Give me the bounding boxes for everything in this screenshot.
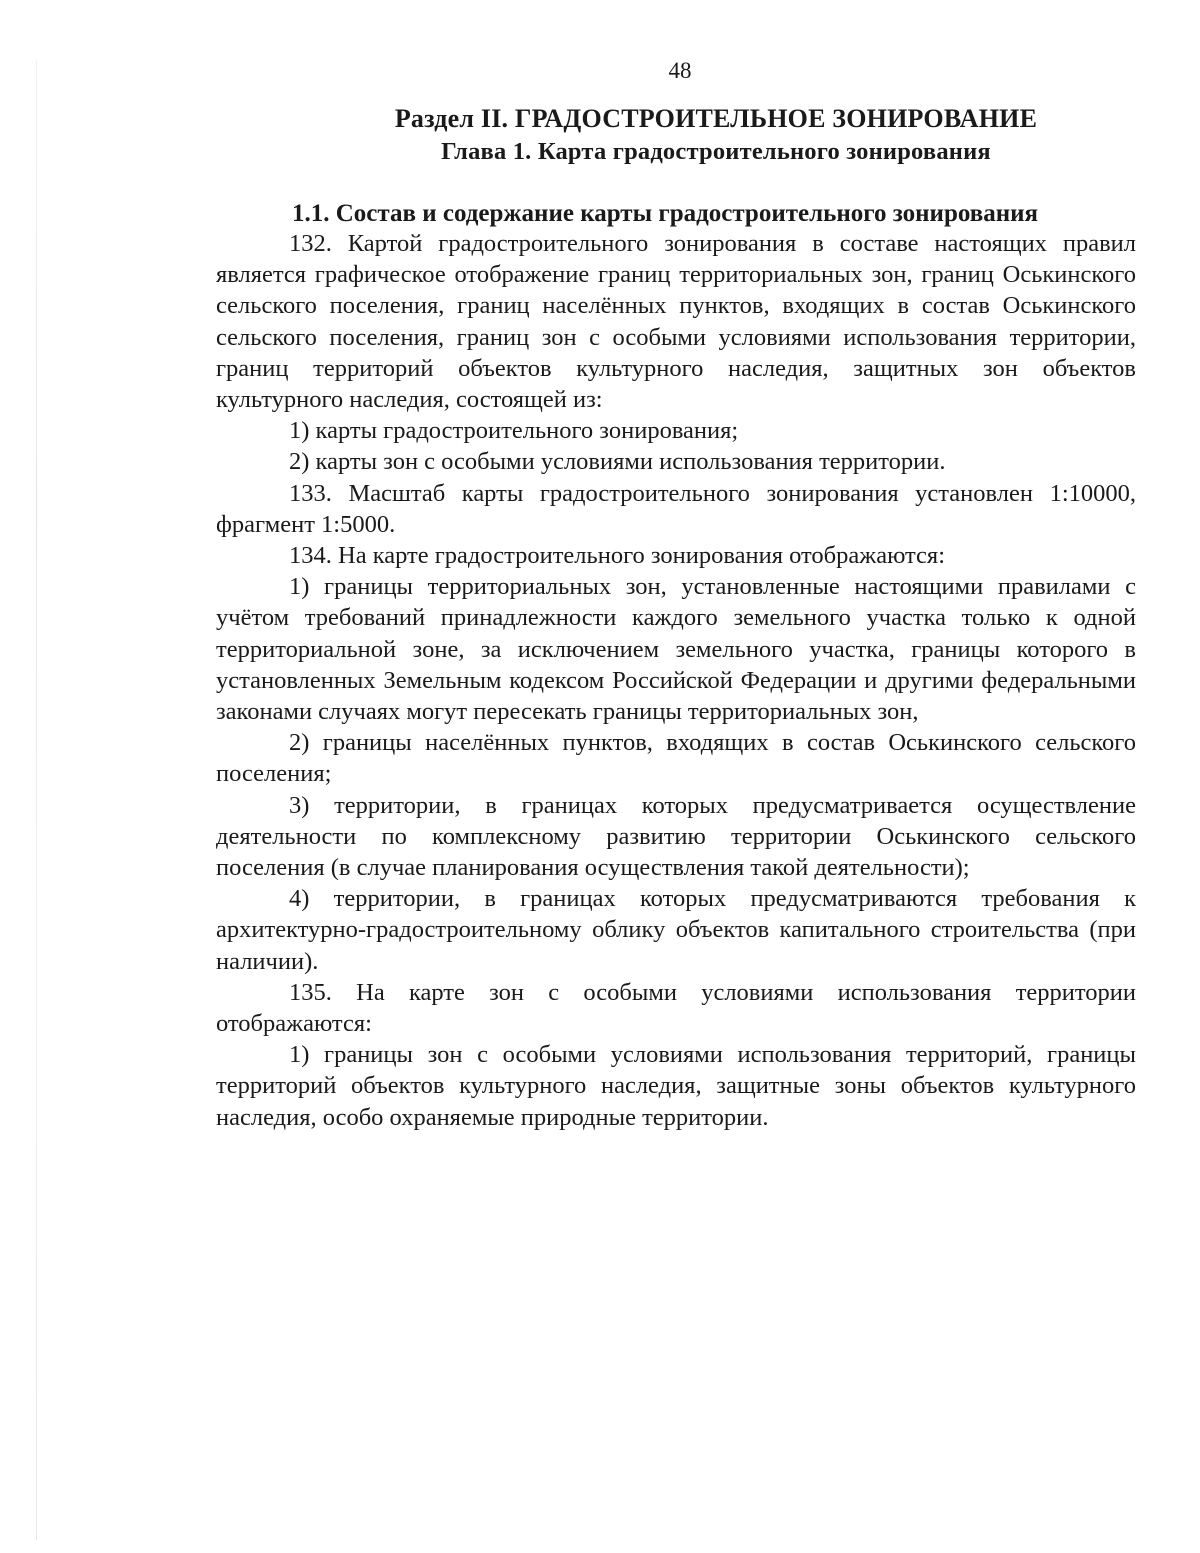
list-item-132-1: 1) карты градостроительного зонирования; — [289, 417, 739, 445]
paragraph-132: 132. Картой градостроительного зонирования в составе настоящих правил является графическое отображение границ территориальных зон, границ Оськинского сельского поселения, границ населённых пунктов, входящих в состав Оськинского сельского поселения, границ зон с особыми условиями использования территории, границ территорий объектов культурного наследия, защитных зон объектов культурного наследия, состоящей из: — [216, 230, 1136, 414]
section-title: Раздел II. ГРАДОСТРОИТЕЛЬНОЕ ЗОНИРОВАНИЕ — [394, 104, 1038, 133]
paragraph-135: 135. На карте зон с особыми условиями использования территории отображаются: — [216, 978, 1136, 1038]
subsection-title: 1.1. Состав и содержание карты градостроительного зонирования — [292, 200, 1039, 227]
scan-edge-line — [36, 60, 37, 1540]
list-item-134-3: 3) территории, в границах которых предусматривается осуществление деятельности по комплексному развитию территории Оськинского сельского поселения (в случае планирования осуществления такой деятельности); — [216, 791, 1136, 882]
list-item-134-1: 1) границы территориальных зон, установленные настоящими правилами с учётом требований принадлежности каждого земельного участка только к одной территориальной зоне, за исключением земельного участка, границы которого в установленных Земельным кодексом Российской Федерации и другими федеральными законами случаях могут пересекать границы территориальных зон, — [216, 573, 1136, 726]
paragraph-134: 134. На карте градостроительного зонирования отображаются: — [289, 542, 946, 570]
list-item-134-2: 2) границы населённых пунктов, входящих в состав Оськинского сельского поселения; — [216, 729, 1136, 788]
list-item-132-2: 2) карты зон с особыми условиями использования территории. — [289, 448, 946, 476]
chapter-title: Глава 1. Карта градостроительного зонирования — [441, 138, 991, 165]
page-number: 48 — [668, 58, 692, 83]
document-body — [216, 228, 1136, 1133]
list-item-135-1: 1) границы зон с особыми условиями использования территорий, границы территорий объектов культурного наследия, защитные зоны объектов культурного наследия, особо охраняемые природные территории. — [216, 1041, 1136, 1131]
list-item-134-4: 4) территории, в границах которых предусматриваются требования к архитектурно-градостроительному облику объектов капитального строительства (при наличии). — [216, 885, 1136, 975]
paragraph-133: 133. Масштаб карты градостроительного зонирования установлен 1:10000, фрагмент 1:5000. — [216, 479, 1136, 538]
